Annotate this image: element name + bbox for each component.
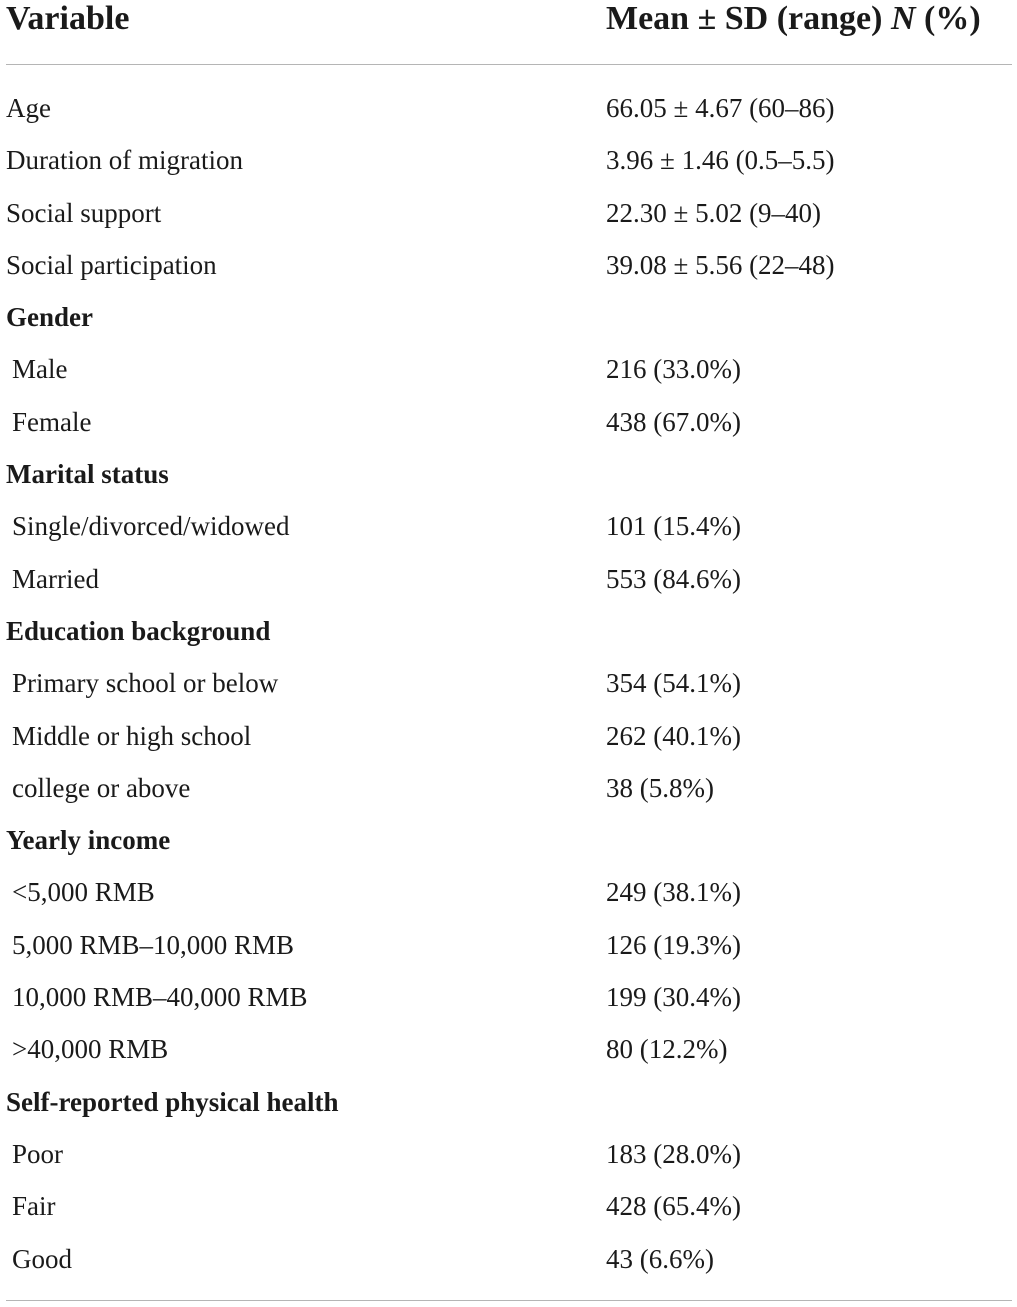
header-stat-prefix: Mean ± SD (range): [606, 0, 891, 37]
statistic-value: 38 (5.8%): [606, 772, 714, 803]
table-row: [0, 1023, 1017, 1075]
table-row: [0, 396, 1017, 448]
statistic-value: 101 (15.4%): [606, 511, 741, 542]
statistic-value: 262 (40.1%): [606, 720, 741, 751]
variable-label: Single/divorced/widowed: [12, 511, 290, 542]
variable-label: 10,000 RMB–40,000 RMB: [12, 982, 308, 1013]
table-row: [0, 500, 1017, 552]
table-group-row: [0, 1076, 1017, 1128]
header-statistic: [606, 0, 981, 38]
table-row: [0, 1233, 1017, 1285]
statistic-value: 249 (38.1%): [606, 877, 741, 908]
table-row: [0, 657, 1017, 709]
table-row: [0, 919, 1017, 971]
variable-label: Female: [12, 406, 92, 437]
group-label: Gender: [6, 302, 93, 333]
variable-label: Good: [12, 1243, 72, 1274]
group-label: Self-reported physical health: [6, 1086, 339, 1117]
table-bottom-rule: [6, 1300, 1012, 1301]
statistic-value: 3.96 ± 1.46 (0.5–5.5): [606, 145, 835, 176]
statistic-value: 22.30 ± 5.02 (9–40): [606, 197, 822, 228]
table-group-row: [0, 814, 1017, 866]
table-header-row: [0, 0, 1017, 44]
table-row: [0, 343, 1017, 395]
table-row: [0, 1128, 1017, 1180]
variable-label: Social participation: [6, 249, 217, 280]
variable-label: Married: [12, 563, 99, 594]
header-variable: Variable: [6, 0, 130, 37]
variable-label: Age: [6, 93, 51, 123]
variable-label: Middle or high school: [12, 720, 252, 751]
header-divider: [6, 64, 1012, 65]
variable-label: college or above: [12, 772, 191, 803]
statistic-value: 43 (6.6%): [606, 1243, 714, 1274]
table-row: [0, 553, 1017, 605]
variable-label: Social support: [6, 197, 162, 228]
variable-label: Duration of migration: [6, 145, 243, 176]
statistic-value: 428 (65.4%): [606, 1191, 741, 1222]
table-group-row: [0, 291, 1017, 343]
table-row: [0, 710, 1017, 762]
statistic-value: 39.08 ± 5.56 (22–48): [606, 249, 835, 280]
statistic-value: 438 (67.0%): [606, 406, 741, 437]
variable-label: Fair: [12, 1191, 56, 1222]
statistic-value: 66.05 ± 4.67 (60–86): [606, 93, 835, 123]
variable-label: <5,000 RMB: [12, 877, 155, 908]
table-body: [0, 82, 1017, 1285]
header-stat-n: N: [890, 0, 916, 37]
table-row: [0, 239, 1017, 291]
table-group-row: [0, 448, 1017, 500]
statistic-value: 126 (19.3%): [606, 929, 741, 960]
table-row: [0, 187, 1017, 239]
variable-label: Primary school or below: [12, 668, 279, 699]
statistic-value: 80 (12.2%): [606, 1034, 728, 1065]
table-row: [0, 134, 1017, 186]
header-stat-suffix: (%): [915, 0, 981, 37]
variable-label: Male: [12, 354, 68, 385]
variable-label: Poor: [12, 1138, 64, 1169]
group-label: Education background: [6, 615, 271, 646]
table-row: [0, 971, 1017, 1023]
variable-label: 5,000 RMB–10,000 RMB: [12, 929, 295, 960]
statistic-value: 183 (28.0%): [606, 1138, 741, 1169]
variable-label: >40,000 RMB: [12, 1034, 169, 1065]
table-row: [0, 82, 1017, 134]
statistic-value: 199 (30.4%): [606, 982, 741, 1013]
statistic-value: 553 (84.6%): [606, 563, 741, 594]
statistic-value: 216 (33.0%): [606, 354, 741, 385]
table-group-row: [0, 605, 1017, 657]
table-row: [0, 762, 1017, 814]
statistic-value: 354 (54.1%): [606, 668, 741, 699]
group-label: Yearly income: [6, 825, 171, 856]
table-row: [0, 1180, 1017, 1232]
group-label: Marital status: [6, 459, 169, 490]
table-row: [0, 866, 1017, 918]
